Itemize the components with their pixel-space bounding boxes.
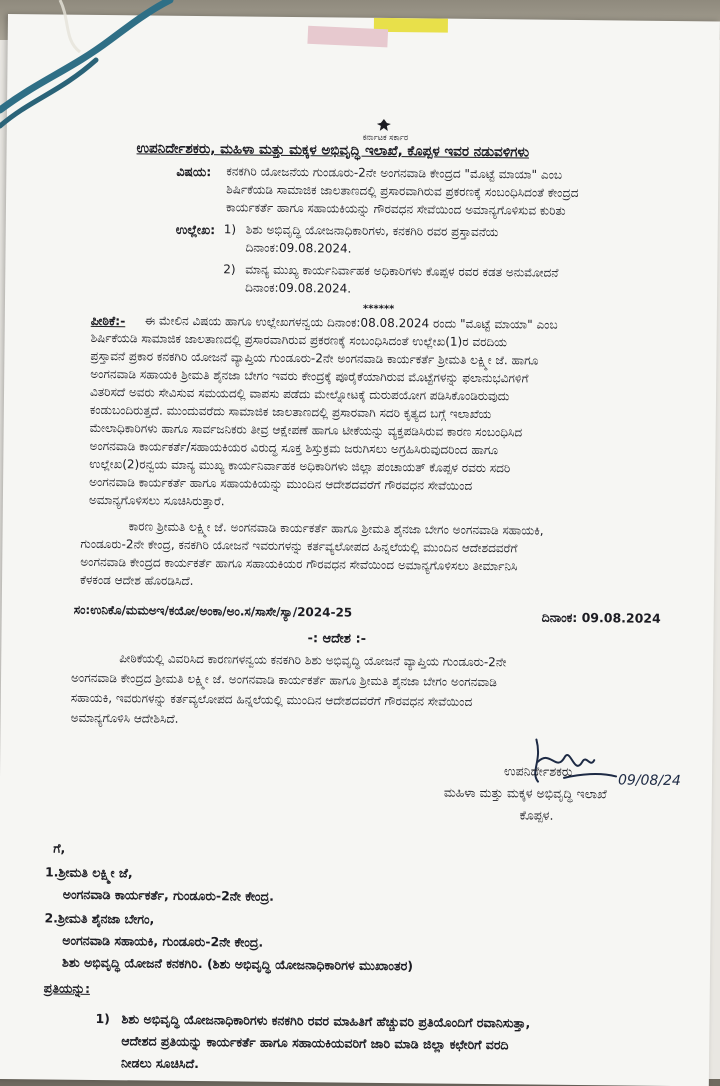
order-line-3: ಸಹಾಯಕಿ, ಇವರುಗಳನ್ನು ಕರ್ತವ್ಯಲೋಪದ ಹಿನ್ನಲೆಯಲ್ಲಿ ಮುಂದಿನ ಆದೇಶದವರೆಗೆ ಗೌರವಧನ ಸೇವೆಯಿಂದ — [70, 690, 473, 709]
separator-stars: ****** — [362, 303, 395, 316]
reason-line-4: ಕೆಳಕಂಡ ಆದೇಶ ಹೊರಡಿಸಿದೆ. — [80, 572, 194, 588]
signatory-place: ಕೊಪ್ಪಳ. — [519, 807, 554, 823]
subject-label: ವಿಷಯ: — [176, 163, 212, 180]
signature-date: 09/08/24 — [617, 772, 681, 790]
order-heading: -: ಆದೇಶ :- — [307, 631, 367, 647]
document-page — [0, 14, 720, 1086]
recipient-1-detail: ಅಂಗನವಾಡಿ ಕಾರ್ಯಕರ್ತೆ, ಗುಂಡೂರು-2ನೇ ಕೇಂದ್ರ. — [62, 886, 274, 904]
preamble-line-7: ಮೇಲಾಧಿಕಾರಿಗಳು ಹಾಗೂ ಸಾರ್ವಜನಿಕರು ತೀವ್ರ ಆಕ್ಷೇಪಣೆ ಹಾಗೂ ಟೀಕೆಯನ್ನು ವ್ಯಕ್ತಪಡಿಸಿರುವ ಕಾರಣ ಸಂಬಂಧಿಸಿದ — [89, 420, 523, 440]
reference-2-number: 2) — [223, 262, 236, 277]
pink-sticky-tab — [307, 26, 388, 48]
preamble-line-5: ವಿತರಿಸದೆ ಅವರು ಸೇವಿಸುವ ಸಮಯದಲ್ಲಿ ವಾಪಸು ಪಡೆದು ಮೇಲ್ನೋಟಕ್ಕೆ ದುರುಪಯೋಗ ಪಡಿಸಿಕೊಂಡಿರುವುದು — [89, 384, 510, 404]
subject-line-3: ಕಾರ್ಯಕರ್ತೆ ಹಾಗೂ ಸಹಾಯಕಿಯನ್ನು ಗೌರವಧನ ಸೇವೆಯಿಂದ ಅಮಾನ್ಯಗೊಳಿಸುವ ಕುರಿತು — [225, 200, 566, 218]
references-label: ಉಲ್ಲೇಖ: — [175, 221, 216, 238]
reason-line-3: ಅಂಗನವಾಡಿ ಕೇಂದ್ರದ ಕಾರ್ಯಕರ್ತೆ ಹಾಗೂ ಸಹಾಯಕಿಯರ ಗೌರವಧನ ಸೇವೆಯಿಂದ ಅಮಾನ್ಯಗೊಳಿಸಲು ತೀರ್ಮಾನಿಸಿ — [80, 554, 518, 574]
recipients-via: ಶಿಶು ಅಭಿವೃದ್ಧಿ ಯೋಜನೆ ಕನಕಗಿರಿ. (ಶಿಶು ಅಭಿವೃದ್ಧಿ ಯೋಜನಾಧಿಕಾರಿಗಳ ಮುಖಾಂತರ) — [61, 954, 414, 974]
reason-line-1: ಕಾರಣ ಶ್ರೀಮತಿ ಲಕ್ಷ್ಮೀ ಜೆ. ಅಂಗನವಾಡಿ ಕಾರ್ಯಕರ್ತೆ ಹಾಗೂ ಶ್ರೀಮತಿ ಶೈನಜಾ ಬೇಗಂ ಅಂಗನವಾಡಿ ಸಹಾಯಕಿ, — [128, 519, 544, 538]
preamble-line-9: ಉಲ್ಲೇಖ(2)ರನ್ವಯ ಮಾನ್ಯ ಮುಖ್ಯ ಕಾರ್ಯನಿರ್ವಾಹಕ ಅಧಿಕಾರಿಗಳು ಜಿಲ್ಲಾ ಪಂಚಾಯತ್ ಕೊಪ್ಪಳ ರವರು ಸದರಿ — [89, 456, 511, 476]
reason-line-2: ಗುಂಡೂರು-2ನೇ ಕೇಂದ್ರ, ಕನಕಗಿರಿ ಯೋಜನೆ ಇವರುಗಳನ್ನು ಕರ್ತವ್ಯಲೋಪದ ಹಿನ್ನಲೆಯಲ್ಲಿ ಮುಂದಿನ ಆದೇಶದವರೆಗೆ — [80, 536, 518, 556]
preamble-line-6: ಕಂಡುಬಂದಿರುತ್ತದೆ. ಮುಂದುವರೆದು ಸಾಮಾಜಿಕ ಜಾಲತಾಣದಲ್ಲಿ ಪ್ರಸಾರವಾಗಿ ಸದರಿ ಕೃತ್ಯದ ಬಗ್ಗೆ ಇಲಾಖೆಯ — [89, 402, 492, 422]
preamble-label: ಪೀಠಿಕೆ:- — [90, 312, 126, 329]
recipients-label: ಗೆ, — [53, 840, 66, 856]
order-line-4: ಅಮಾನ್ಯಗೊಳಿಸಿ ಆದೇಶಿಸಿದೆ. — [70, 710, 179, 726]
signatory-designation: ಉಪನಿರ್ದೇಶಕರು — [504, 763, 573, 779]
subject-line-1: ಕನಕಗಿರಿ ಯೋಜನೆಯ ಗುಂಡೂರು-2ನೇ ಅಂಗನವಾಡಿ ಕೇಂದ್ರದ "ಮೊಟ್ಟೆ ಮಾಯಾ" ಎಂಬ — [226, 164, 563, 182]
copy-1-line-3: ನೀಡಲು ಸೂಚಿಸಿದೆ. — [120, 1055, 200, 1072]
preamble-line-4: ಅಂಗನವಾಡಿ ಸಹಾಯಕಿ ಶ್ರೀಮತಿ ಶೈನಜಾ ಬೇಗಂ ಇವರು ಕೇಂದ್ರಕ್ಕೆ ಪೂರೈಕೆಯಾಗಿರುವ ಮೊಟ್ಟೆಗಳನ್ನು ಫಲಾನುಭವಿಗಳಿಗೆ — [90, 366, 529, 386]
preamble-line-10: ಅಂಗನವಾಡಿ ಕಾರ್ಯಕರ್ತೆ ಹಾಗೂ ಸಹಾಯಕಿಯನ್ನು ಮುಂದಿನ ಆದೇಶದವರೆಗೆ ಗೌರವಧನ ಸೇವೆಯಿಂದ — [89, 474, 473, 493]
copy-1-line-2: ಆದೇಶದ ಪ್ರತಿಯನ್ನು ಕಾರ್ಯಕರ್ತೆ ಹಾಗೂ ಸಹಾಯಕಿಯವರಿಗೆ ಜಾರಿ ಮಾಡಿ ಜಿಲ್ಲಾ ಕಛೇರಿಗೆ ವರದಿ — [121, 1033, 509, 1053]
reference-2-line-1: ಮಾನ್ಯ ಮುಖ್ಯ ಕಾರ್ಯನಿರ್ವಾಹಕ ಅಧಿಕಾರಿಗಳು ಕೊಪ್ಪಳ ರವರ ಕಡತ ಅನುಮೋದನೆ — [245, 262, 559, 280]
copy-1-number: 1) — [95, 1010, 110, 1027]
order-number: ಸಂ:ಉನಿಕೊ/ಮಮಅಇ/ಕಯೋ/ಅಂಕಾ/ಅಂ.ಸ/ಸಾಸೇ/ಸ್ಯಾ/2024-25 — [73, 602, 353, 620]
govt-label: ಕರ್ನಾಟಕ ಸರ್ಕಾರ — [362, 132, 409, 143]
reference-2-line-2: ದಿನಾಂಕ:09.08.2024. — [245, 280, 352, 296]
emblem-icon — [375, 118, 393, 132]
preamble-line-8: ಅಂಗನವಾಡಿ ಕಾರ್ಯಕರ್ತೆ/ಸಹಾಯಕಿಯರ ವಿರುದ್ಧ ಸೂಕ್ತ ಶಿಸ್ತುಕ್ರಮ ಜರುಗಿಸಲು ಅಗ್ರಹಿಸಿರುವುದರಿಂದ ಹಾಗೂ — [89, 438, 499, 458]
copies-label: ಪ್ರತಿಯನ್ನು: — [43, 980, 91, 996]
recipient-1-name: 1.ಶ್ರೀಮತಿ ಲಕ್ಷ್ಮೀ ಜೆ, — [44, 864, 133, 881]
recipient-2-detail: ಅಂಗನವಾಡಿ ಸಹಾಯಕಿ, ಗುಂಡೂರು-2ನೇ ಕೇಂದ್ರ. — [62, 932, 264, 950]
copy-1-line-1: ಶಿಶು ಅಭಿವೃದ್ಧಿ ಯೋಜನಾಧಿಕಾರಿಗಳು ಕನಕಗಿರಿ ರವರ ಮಾಹಿತಿಗೆ ಹೆಚ್ಚುವರಿ ಪ್ರತಿಯೊಂದಿಗೆ ರವಾನಿಸುತ್ತಾ, — [121, 1011, 531, 1031]
preamble-line-1: ಈ ಮೇಲಿನ ವಿಷಯ ಹಾಗೂ ಉಲ್ಲೇಖಗಳನ್ವಯ ದಿನಾಂಕ:08.08.2024 ರಂದು "ಮೊಟ್ಟೆ ಮಾಯಾ" ಎಂಬ — [144, 313, 558, 332]
binding-string-image — [0, 0, 200, 140]
reference-1-line-2: ದಿನಾಂಕ:09.08.2024. — [245, 240, 352, 256]
order-line-2: ಅಂಗನವಾಡಿ ಕೇಂದ್ರದ ಶ್ರೀಮತಿ ಲಕ್ಷ್ಮೀ ಜೆ. ಅಂಗನವಾಡಿ ಕಾರ್ಯಕರ್ತೆ ಹಾಗೂ ಶ್ರೀಮತಿ ಶೈನಜಾ ಬೇಗಂ ಅಂಗನವಾಡಿ — [70, 670, 497, 690]
signatory-department: ಮಹಿಳಾ ಮತ್ತು ಮಕ್ಕಳ ಅಭಿವೃದ್ಧಿ ಇಲಾಖೆ — [443, 784, 607, 802]
preamble-line-2: ಶಿರ್ಷಿಕೆಯಡಿ ಸಾಮಾಜಿಕ ಜಾಲತಾಣದಲ್ಲಿ ಪ್ರಸಾರವಾಗಿರುವ ಪ್ರಕರಣಕ್ಕೆ ಸಂಬಂಧಿಸಿದಂತೆ ಉಲ್ಲೇಖ(1)ರ ವರದಿಯ — [90, 330, 508, 350]
order-date: ದಿನಾಂಕ: 09.08.2024 — [541, 609, 661, 626]
reference-1-line-1: ಶಿಶು ಅಭಿವೃದ್ಧಿ ಯೋಜನಾಧಿಕಾರಿಗಳು, ಕನಕಗಿರಿ ರವರ ಪ್ರಸ್ತಾವನೆಯ — [245, 222, 499, 240]
preamble-line-3: ಪ್ರಸ್ತಾವನೆ ಪ್ರಕಾರ ಕನಕಗಿರಿ ಯೋಜನೆ ವ್ಯಾಪ್ತಿಯ ಗುಂಡೂರು-2ನೇ ಅಂಗನವಾಡಿ ಕಾರ್ಯಕರ್ತೆ ಶ್ರೀಮತಿ ಲಕ್ಷ್ಮೀ ಜೆ. ಹಾಗೂ — [90, 348, 539, 368]
subject-line-2: ಶಿರ್ಷಿಕೆಯಡಿ ಸಾಮಾಜಿಕ ಜಾಲತಾಣದಲ್ಲಿ ಪ್ರಸಾರವಾಗಿರುವ ಪ್ರಕರಣಕ್ಕೆ ಸಂಬಂಧಿಸಿದಂತೆ ಕೇಂದ್ರದ — [226, 182, 579, 200]
order-line-1: ಪೀಠಿಕೆಯಲ್ಲಿ ವಿವರಿಸಿದ ಕಾರಣಗಳನ್ವಯ ಕನಕಗಿರಿ ಶಿಶು ಅಭಿವೃದ್ಧಿ ಯೋಜನೆ ವ್ಯಾಪ್ತಿಯ ಗುಂಡೂರು-2ನೇ — [119, 651, 507, 670]
recipient-2-name: 2.ಶ್ರೀಮತಿ ಶೈನಜಾ ಬೇಗಂ, — [44, 910, 155, 927]
office-title: ಉಪನಿರ್ದೇಶಕರು, ಮಹಿಳಾ ಮತ್ತು ಮಕ್ಕಳ ಅಭಿವೃದ್ಧಿ ಇಲಾಖೆ, ಕೊಪ್ಪಳ ಇವರ ನಡುವಳಿಗಳು — [136, 140, 530, 161]
reference-1-number: 1) — [223, 222, 237, 237]
preamble-line-11: ಅಮಾನ್ಯಗೊಳಿಸಲು ಸೂಚಿಸಿರುತ್ತಾರೆ. — [88, 492, 225, 509]
